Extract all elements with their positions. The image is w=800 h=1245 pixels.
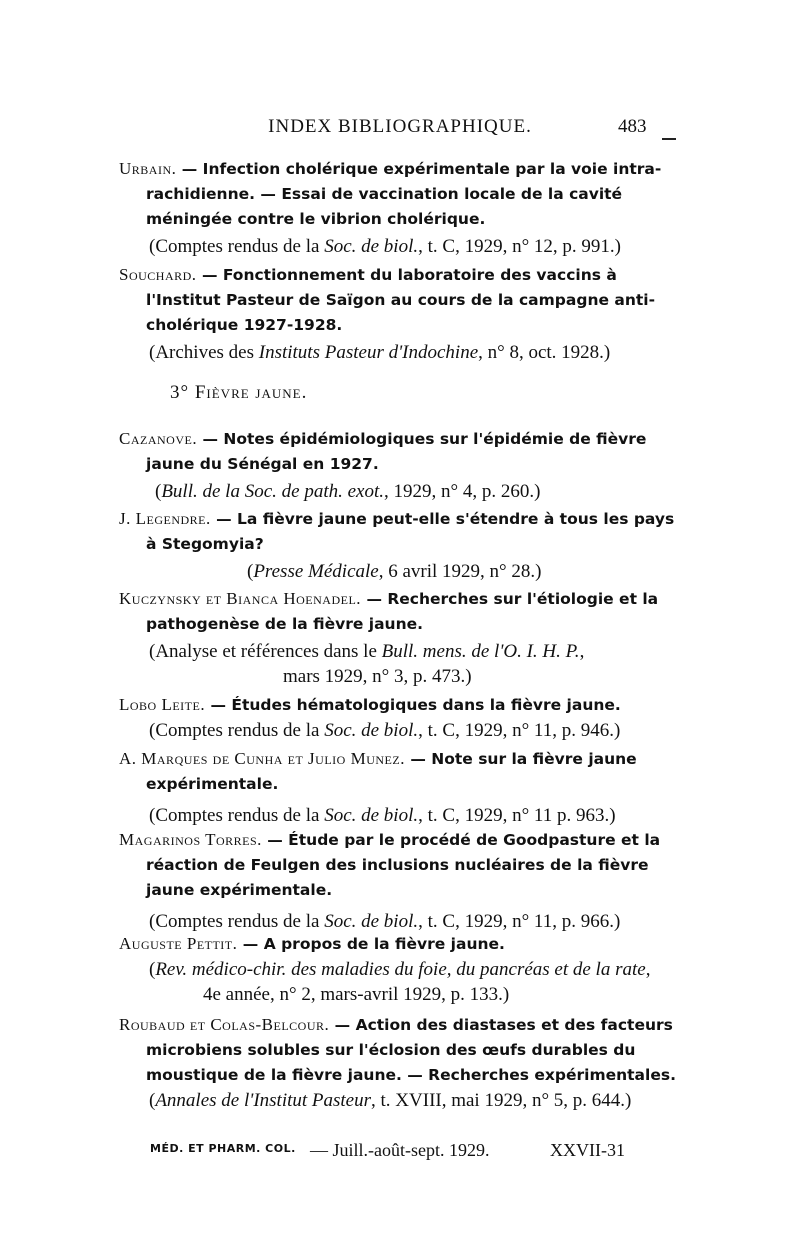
entry-body xyxy=(119,156,679,232)
footer-signature: XXVII-31 xyxy=(550,1140,625,1160)
entry-title: — A propos de la fièvre jaune. xyxy=(242,935,505,953)
page-header xyxy=(0,114,800,144)
entry-reference-continued: mars 1929, n° 3, p. 473.) xyxy=(283,666,472,687)
entry-author: Kuczynsky et Bianca Hoenadel. xyxy=(119,589,362,608)
footer-journal: MÉD. ET PHARM. COL. xyxy=(150,1142,296,1155)
section-heading: 3° Fièvre jaune. xyxy=(170,382,308,403)
bibliography-entry xyxy=(119,1012,679,1113)
entry-title: — Études hématologiques dans la fièvre jaune. xyxy=(210,696,621,714)
entry-reference: (Comptes rendus de la Soc. de biol., t. C, 1929, n° 12, p. 991.) xyxy=(149,236,622,257)
page-footer xyxy=(150,1140,670,1166)
entry-title: — Notes épidémiologiques sur l'épidémie de fièvre jaune du Sénégal en 1927. xyxy=(146,430,647,473)
bibliography-entry xyxy=(119,586,679,689)
entry-author: Auguste Pettit. xyxy=(119,934,238,953)
bibliography-entry xyxy=(119,156,679,259)
entry-author: A. Marques de Cunha et Julio Munez. xyxy=(119,749,405,768)
running-title: INDEX BIBLIOGRAPHIQUE. xyxy=(268,116,532,137)
entry-body xyxy=(119,506,679,557)
entry-reference: (Annales de l'Institut Pasteur, t. XVIII, mai 1929, n° 5, p. 644.) xyxy=(149,1090,632,1111)
entry-reference: (Rev. médico-chir. des maladies du foie, du pancréas et de la rate, xyxy=(149,959,651,980)
entry-reference: (Comptes rendus de la Soc. de biol., t. C, 1929, n° 11, p. 946.) xyxy=(149,720,621,741)
footer-date: — Juill.-août-sept. 1929. xyxy=(310,1140,490,1160)
page-number-underline xyxy=(662,138,676,140)
entry-reference: (Analyse et références dans le Bull. mens. de l'O. I. H. P., xyxy=(149,641,585,662)
bibliography-entry xyxy=(119,506,679,584)
entry-body xyxy=(119,1012,679,1088)
entry-reference-continued: 4e année, n° 2, mars-avril 1929, p. 133.) xyxy=(203,984,510,1005)
entry-reference: (Comptes rendus de la Soc. de biol., t. C, 1929, n° 11, p. 966.) xyxy=(149,911,621,932)
entry-reference: (Archives des Instituts Pasteur d'Indochine, n° 8, oct. 1928.) xyxy=(149,342,611,363)
bibliography-entry xyxy=(119,262,679,365)
entry-author: Souchard. xyxy=(119,265,197,284)
entry-body xyxy=(119,931,679,957)
bibliography-entry xyxy=(119,746,679,828)
entry-title: — Note sur la fièvre jaune expérimentale. xyxy=(146,750,637,793)
entry-title: — La fièvre jaune peut-elle s'étendre à tous les pays à Stegomyia? xyxy=(146,510,675,553)
entry-author: Lobo Leite. xyxy=(119,695,206,714)
entry-author: Roubaud et Colas-Belcour. xyxy=(119,1015,330,1034)
entry-body xyxy=(119,827,679,903)
bibliography-entry xyxy=(119,426,679,504)
entry-reference: (Presse Médicale, 6 avril 1929, n° 28.) xyxy=(247,561,542,582)
entry-body xyxy=(119,426,679,477)
bibliography-entry xyxy=(119,827,679,934)
entry-author: Cazanove. xyxy=(119,429,198,448)
entry-body xyxy=(119,586,679,637)
entry-body xyxy=(119,746,679,797)
entry-author: Urbain. xyxy=(119,159,177,178)
entry-author: Magarinos Torres. xyxy=(119,830,262,849)
entry-title: — Fonctionnement du laboratoire des vaccins à l'Institut Pasteur de Saïgon au cours de la campagne anti-cholérique 1927-1928. xyxy=(146,266,656,334)
entry-title: — Étude par le procédé de Goodpasture et la réaction de Feulgen des inclusions nucléaires de la fièvre jaune expérimentale. xyxy=(146,831,661,899)
bibliography-entry xyxy=(119,692,679,743)
bibliography-entry xyxy=(119,931,679,1007)
entry-body xyxy=(119,692,679,718)
entry-body xyxy=(119,262,679,338)
entry-reference: (Comptes rendus de la Soc. de biol., t. C, 1929, n° 11 p. 963.) xyxy=(149,805,616,826)
page-number: 483 xyxy=(618,116,647,137)
entry-title: — Action des diastases et des facteurs microbiens solubles sur l'éclosion des œufs durables du moustique de la fièvre jaune. — Recherches expérimentales. xyxy=(146,1016,676,1084)
entry-reference: (Bull. de la Soc. de path. exot., 1929, n° 4, p. 260.) xyxy=(155,481,541,502)
entry-title: — Recherches sur l'étiologie et la pathogenèse de la fièvre jaune. xyxy=(146,590,659,633)
entry-author: J. Legendre. xyxy=(119,509,211,528)
entry-title: — Infection cholérique expérimentale par la voie intra-rachidienne. — Essai de vaccination locale de la cavité méningée contre le vibrion cholérique. xyxy=(146,160,662,228)
